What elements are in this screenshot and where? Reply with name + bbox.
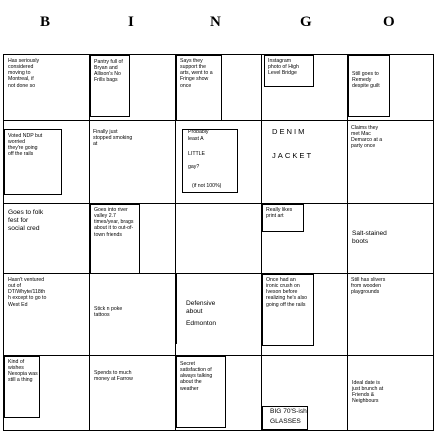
cell-r5c1[interactable] — [4, 356, 90, 431]
bingo-grid — [3, 54, 434, 431]
cell-r2c4[interactable] — [262, 121, 348, 204]
grid-row-4 — [4, 274, 434, 356]
cell-text: Ideal date is just brunch at Friends & Neighbours — [352, 380, 384, 405]
cell-text: Still goes to Remedy despite guilt — [352, 71, 380, 90]
cell-r2c5[interactable] — [348, 121, 434, 204]
cell-r2c1[interactable] — [4, 121, 90, 204]
cell-r3c1[interactable] — [4, 204, 90, 274]
cell-r3c3[interactable] — [176, 204, 262, 274]
cell-text: Voted NDP but worried they're going off the rails — [8, 133, 43, 158]
cell-text-probably: Probably — [188, 129, 209, 135]
cell-r5c5[interactable] — [348, 356, 434, 431]
cell-r1c3[interactable] — [176, 55, 262, 121]
cell-r1c2[interactable] — [90, 55, 176, 121]
header-letter-i: I — [128, 14, 135, 30]
header-letter-o: O — [383, 14, 396, 30]
cell-text: Claims they met Mac Demarco at a party once — [351, 125, 383, 150]
cell-r3c5[interactable] — [348, 204, 434, 274]
cell-text: Secret satisfaction of always talking about the weather — [180, 361, 213, 392]
cell-text: Finally just stopped smoking at — [93, 129, 133, 148]
grid-row-2 — [4, 121, 434, 204]
cell-r5c4[interactable] — [262, 356, 348, 431]
cell-r4c4[interactable] — [262, 274, 348, 356]
cell-text: Still has slivers from wooden playgrounds — [351, 277, 386, 296]
cell-r2c3[interactable] — [176, 121, 262, 204]
header-letter-n: N — [210, 14, 222, 30]
cell-text-big-70s: BIG 70'S-ish — [270, 408, 307, 415]
cell-r1c5[interactable] — [348, 55, 434, 121]
cell-text: Says they support the arts, went to a Fringe show once — [180, 58, 213, 89]
cell-r4c5[interactable] — [348, 274, 434, 356]
cell-text: Once had an ironic crush on Iveson before realizing he's also going off the rails — [266, 277, 308, 308]
cell-r3c2[interactable] — [90, 204, 176, 274]
divider-line — [176, 274, 177, 344]
cell-text-defensive: Defensive about — [186, 300, 216, 315]
cell-r3c4[interactable] — [262, 204, 348, 274]
cell-text: Kind of wishes Nexopia was still a thing — [8, 359, 38, 384]
cell-r4c1[interactable] — [4, 274, 90, 356]
cell-r4c3[interactable] — [176, 274, 262, 356]
bingo-header — [0, 0, 437, 50]
cell-text-edmonton: Edmonton — [186, 320, 217, 327]
cell-text: Salt-stained boots — [352, 230, 387, 245]
cell-text: Stick n poke tattoos — [94, 306, 123, 319]
header-letter-g: G — [300, 14, 313, 30]
cell-r2c2[interactable] — [90, 121, 176, 204]
cell-r4c2[interactable] — [90, 274, 176, 356]
cell-r1c4[interactable] — [262, 55, 348, 121]
cell-r5c3[interactable] — [176, 356, 262, 431]
cell-text: Spends to much money at Farrow — [94, 370, 133, 383]
cell-text: Instagram photo of High Level Bridge — [268, 58, 299, 77]
cell-r1c1[interactable] — [4, 55, 90, 121]
grid-row-5 — [4, 356, 434, 431]
grid-row-1 — [4, 55, 434, 121]
grid-row-3 — [4, 204, 434, 274]
cell-text-jacket: JACKET — [272, 151, 314, 160]
cell-text-percent: (if not 100%) — [192, 183, 222, 189]
cell-text: Pantry full of Bryan and Allison's No Frills bags — [94, 59, 123, 84]
cell-text: Hasn't ventured out of DT/Whyte/118th h except to go to West Ed — [8, 277, 47, 308]
cell-text-denim: DENIM — [272, 127, 307, 136]
cell-text-least: least A — [188, 136, 204, 142]
cell-text: Goes to folk fest for social cred — [8, 209, 44, 232]
cell-text: Has seriously considered moving to Montreal, if not done so — [8, 58, 40, 89]
cell-text-glasses: GLASSES — [270, 418, 301, 425]
cell-text: Goes into river valley 2.7 times/year, brags about it to out-of- town friends — [94, 207, 134, 238]
cell-text: Really likes print art — [266, 207, 293, 220]
cell-text-gay: gay? — [188, 164, 200, 170]
header-letter-b: B — [40, 14, 52, 30]
cell-text-little: LITTLE — [188, 151, 206, 157]
cell-r5c2[interactable] — [90, 356, 176, 431]
